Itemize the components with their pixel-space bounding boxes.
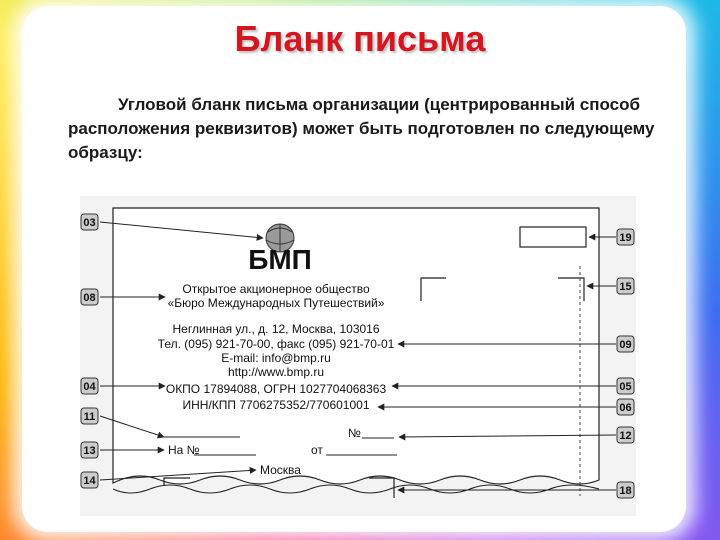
callout-12 [617,427,634,443]
city-label: Москва [260,463,301,477]
svg-text:03: 03 [83,217,96,229]
callout-11 [81,408,98,424]
svg-text:06: 06 [619,402,632,414]
callout-19 [617,229,634,245]
number-label: № [348,426,361,440]
slide-title: Бланк письма [234,18,486,59]
callout-04 [81,378,98,394]
svg-text:04: 04 [83,381,96,393]
svg-text:18: 18 [619,485,632,497]
svg-text:08: 08 [83,292,96,304]
svg-text:09: 09 [619,339,632,351]
callout-13 [81,442,98,458]
letter-form-sample [80,196,636,516]
intro-text: Угловой бланк письма организации (центрированный способ расположения реквизитов) может быть подготовлен по следующему образцу: [68,95,655,162]
email-line: E-mail: info@bmp.ru [221,351,331,365]
from-label: от [311,443,323,457]
phones-line: Тел. (095) 921-70-00, факс (095) 921-70-01 [157,337,395,351]
web-line: http://www.bmp.ru [227,365,325,379]
svg-text:15: 15 [619,281,632,293]
address-line: Неглинная ул., д. 12, Москва, 103016 [172,322,380,336]
org-line-2: «Бюро Международных Путешествий» [167,296,385,310]
callout-09 [617,336,634,352]
inn-line: ИНН/КПП 7706275352/770601001 [182,398,370,412]
callout-05 [617,378,634,394]
svg-text:19: 19 [619,232,632,244]
callout-06 [617,399,634,415]
callout-15 [617,278,634,294]
logo-text: БМП [248,244,312,275]
svg-text:05: 05 [619,381,632,393]
callout-18 [617,482,634,498]
callout-03 [81,214,98,230]
svg-text:12: 12 [619,430,632,442]
letter-form-diagram [80,196,636,516]
callout-08 [81,289,98,305]
org-line-1: Открытое акционерное общество [182,282,370,296]
okpo-line: ОКПО 17894088, ОГРН 1027704068363 [165,382,387,396]
svg-text:11: 11 [83,411,96,423]
svg-text:14: 14 [83,475,96,487]
reply-label: На № [168,443,200,457]
svg-text:13: 13 [83,445,96,457]
callout-14 [81,472,98,488]
